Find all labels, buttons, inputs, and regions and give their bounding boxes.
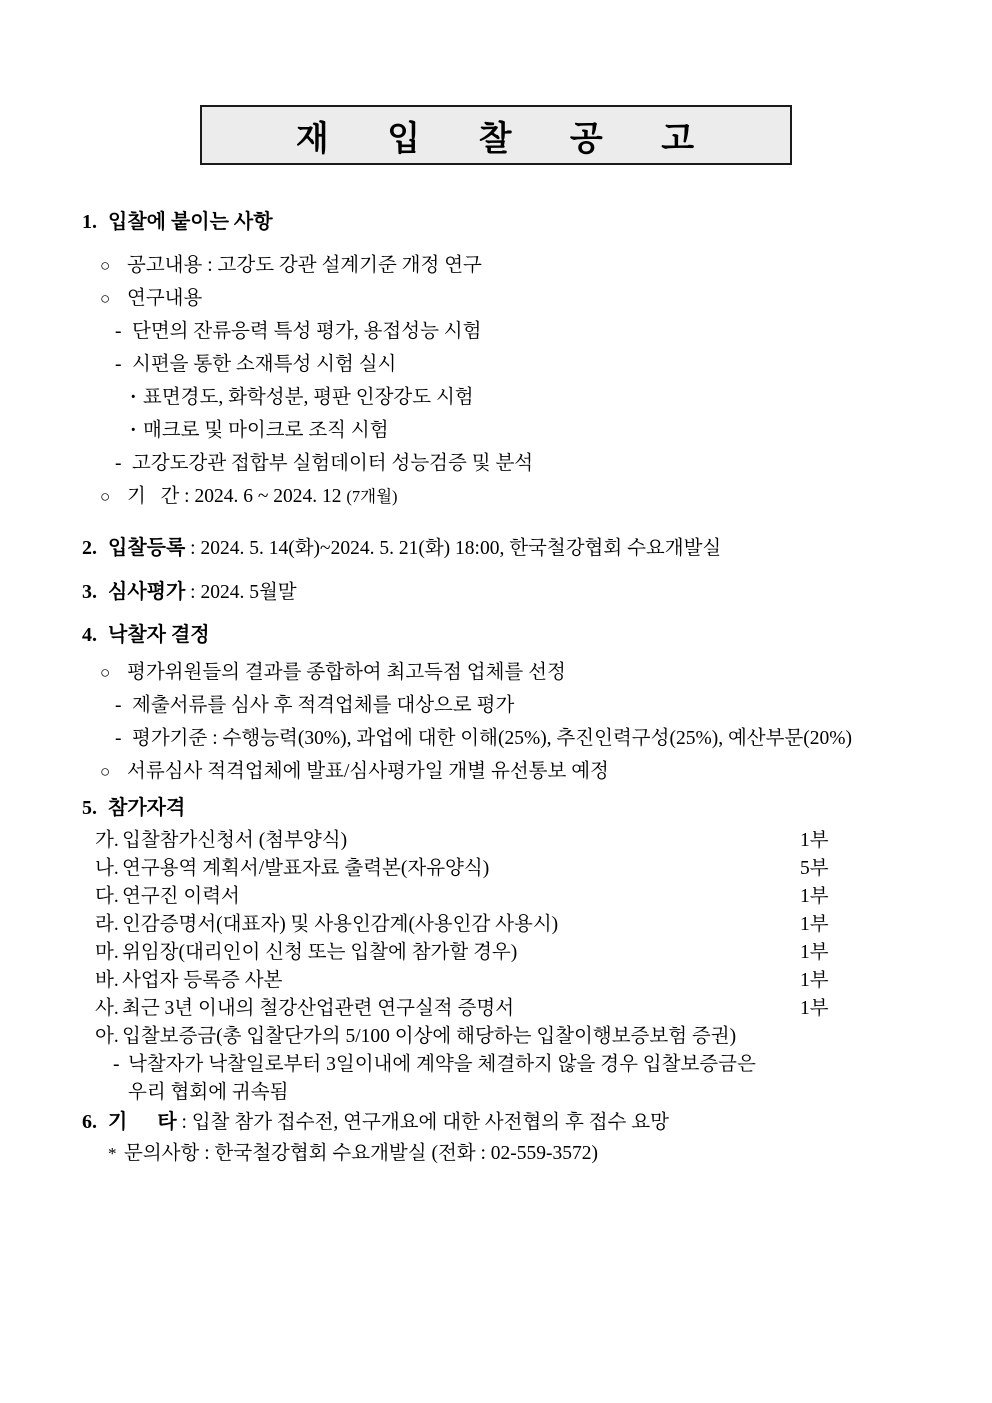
section-3: [0, 576, 992, 609]
document-title: 재 입 찰 공 고: [295, 120, 697, 158]
list-item: [0, 689, 992, 722]
dash-bullet-icon: -: [115, 321, 122, 342]
row-quantity: 1부: [800, 914, 829, 935]
item-text: 단면의 잔류응력 특성 평가, 용접성능 시험: [132, 321, 482, 342]
row-quantity: 1부: [800, 970, 829, 991]
dash-bullet-icon: -: [113, 1054, 120, 1075]
row-key: 사.: [95, 998, 119, 1019]
section-title: 심사평가: [108, 581, 186, 603]
period-duration: (7개월): [346, 487, 398, 506]
period-text: 기 간 : 2024. 6 ~ 2024. 12: [127, 486, 347, 507]
list-item: [0, 414, 992, 447]
row-quantity: 1부: [800, 942, 829, 963]
section-3-heading: [0, 576, 992, 609]
row-key: 아.: [95, 1026, 119, 1047]
row-key: 바.: [95, 970, 119, 991]
deposit-note-line: [0, 1051, 992, 1079]
requirements-list: [0, 827, 992, 1107]
list-item: [0, 249, 992, 282]
section-5: [0, 792, 992, 1107]
section-6: [0, 1106, 992, 1169]
item-text: 고강도강관 접합부 실험데이터 성능검증 및 분석: [132, 453, 534, 474]
row-key: 라.: [95, 914, 119, 935]
circle-bullet-icon: ○: [100, 487, 111, 506]
row-quantity: 5부: [800, 858, 829, 879]
row-label: 최근 3년 이내의 철강산업관련 연구실적 증명서: [122, 998, 515, 1019]
dash-bullet-icon: -: [115, 695, 122, 716]
section-1: [0, 206, 992, 513]
section-4-heading: [0, 619, 992, 652]
row-quantity: [800, 1023, 915, 1051]
requirement-row: [0, 883, 915, 911]
section-number: 1.: [82, 211, 97, 233]
section-1-items: [0, 249, 992, 513]
row-label: 연구진 이력서: [122, 886, 240, 907]
list-item: [0, 381, 992, 414]
section-4-items: [0, 656, 992, 788]
section-text: : 2024. 5월말: [185, 582, 297, 603]
section-4: [0, 619, 992, 788]
section-text: : 2024. 5. 14(화)~2024. 5. 21(화) 18:00, 한국철강협회 수요개발실: [185, 538, 722, 559]
dot-bullet-icon: ·: [130, 420, 137, 441]
dash-bullet-icon: -: [115, 354, 122, 375]
section-number: 3.: [82, 581, 97, 603]
list-item: [0, 755, 992, 788]
section-2: [0, 532, 992, 565]
section-title: 입찰에 붙이는 사항: [108, 211, 273, 233]
dash-bullet-icon: -: [115, 453, 122, 474]
requirement-row: [0, 855, 915, 883]
row-label: 인감증명서(대표자) 및 사용인감계(사용인감 사용시): [122, 914, 559, 935]
section-number: 2.: [82, 537, 97, 559]
list-item: [0, 447, 992, 480]
item-text: 서류심사 적격업체에 발표/심사평가일 개별 유선통보 예정: [127, 761, 609, 782]
section-number: 6.: [82, 1111, 97, 1133]
deposit-note-continuation: 우리 협회에 귀속됨: [128, 1082, 289, 1103]
row-label: 연구용역 계획서/발표자료 출력본(자유양식): [122, 858, 490, 879]
list-item: [0, 348, 992, 381]
contact-text: 문의사항 : 한국철강협회 수요개발실 (전화 : 02-559-3572): [124, 1143, 599, 1164]
dash-bullet-icon: -: [115, 728, 122, 749]
requirement-row: [0, 995, 915, 1023]
list-item: [0, 656, 992, 689]
note-text: 낙찰자가 낙찰일로부터 3일이내에 계약을 체결하지 않을 경우 입찰보증금은: [128, 1054, 756, 1075]
circle-bullet-icon: ○: [100, 663, 111, 682]
row-quantity: 1부: [800, 998, 829, 1019]
requirement-row: [0, 911, 915, 939]
row-label: 사업자 등록증 사본: [122, 970, 283, 991]
requirement-row: [0, 967, 915, 995]
section-5-heading: [0, 792, 992, 825]
list-item: [0, 282, 992, 315]
requirement-row: [0, 939, 915, 967]
item-text: 연구내용: [127, 288, 203, 309]
row-key: 마.: [95, 942, 119, 963]
section-title: 낙찰자 결정: [108, 624, 210, 646]
row-key: 가.: [95, 830, 119, 851]
list-item: [0, 315, 992, 348]
item-text: 평가위원들의 결과를 종합하여 최고득점 업체를 선정: [127, 662, 566, 683]
section-number: 4.: [82, 624, 97, 646]
section-2-heading: [0, 532, 992, 565]
circle-bullet-icon: ○: [100, 762, 111, 781]
item-text: 평가기준 : 수행능력(30%), 과업에 대한 이해(25%), 추진인력구성(25%), 예산부문(20%): [132, 728, 853, 749]
section-number: 5.: [82, 797, 97, 819]
item-text: 공고내용 : 고강도 강관 설계기준 개정 연구: [127, 255, 482, 276]
list-item: [0, 722, 992, 755]
requirement-row: [0, 827, 915, 855]
item-text: 시편을 통한 소재특성 시험 실시: [132, 354, 397, 375]
circle-bullet-icon: ○: [100, 289, 111, 308]
section-title: 입찰등록: [108, 537, 186, 559]
requirement-row: [0, 1023, 915, 1051]
section-text: : 입찰 참가 접수전, 연구개요에 대한 사전협의 후 접수 요망: [176, 1112, 669, 1133]
circle-bullet-icon: ○: [100, 256, 111, 275]
row-label: 입찰참가신청서 (첨부양식): [122, 830, 348, 851]
row-key: 나.: [95, 858, 119, 879]
section-1-heading: [0, 206, 992, 239]
row-key: 다.: [95, 886, 119, 907]
list-item-period: [0, 480, 992, 513]
asterisk-icon: *: [108, 1144, 117, 1163]
item-text: 제출서류를 심사 후 적격업체를 대상으로 평가: [132, 695, 515, 716]
item-text: 매크로 및 마이크로 조직 시험: [143, 420, 389, 441]
section-title: 참가자격: [108, 797, 186, 819]
title-box: [200, 105, 792, 165]
row-quantity: 1부: [800, 830, 829, 851]
row-quantity: 1부: [800, 886, 829, 907]
section-title: 기 타: [108, 1111, 177, 1133]
item-text: 표면경도, 화학성분, 평판 인장강도 시험: [143, 387, 474, 408]
row-label: 입찰보증금(총 입찰단가의 5/100 이상에 해당하는 입찰이행보증보험 증권): [122, 1026, 737, 1047]
row-label: 위임장(대리인이 신청 또는 입찰에 참가할 경우): [122, 942, 518, 963]
section-6-heading: [0, 1106, 992, 1139]
dot-bullet-icon: ·: [130, 387, 137, 408]
contact-line: [0, 1139, 992, 1169]
